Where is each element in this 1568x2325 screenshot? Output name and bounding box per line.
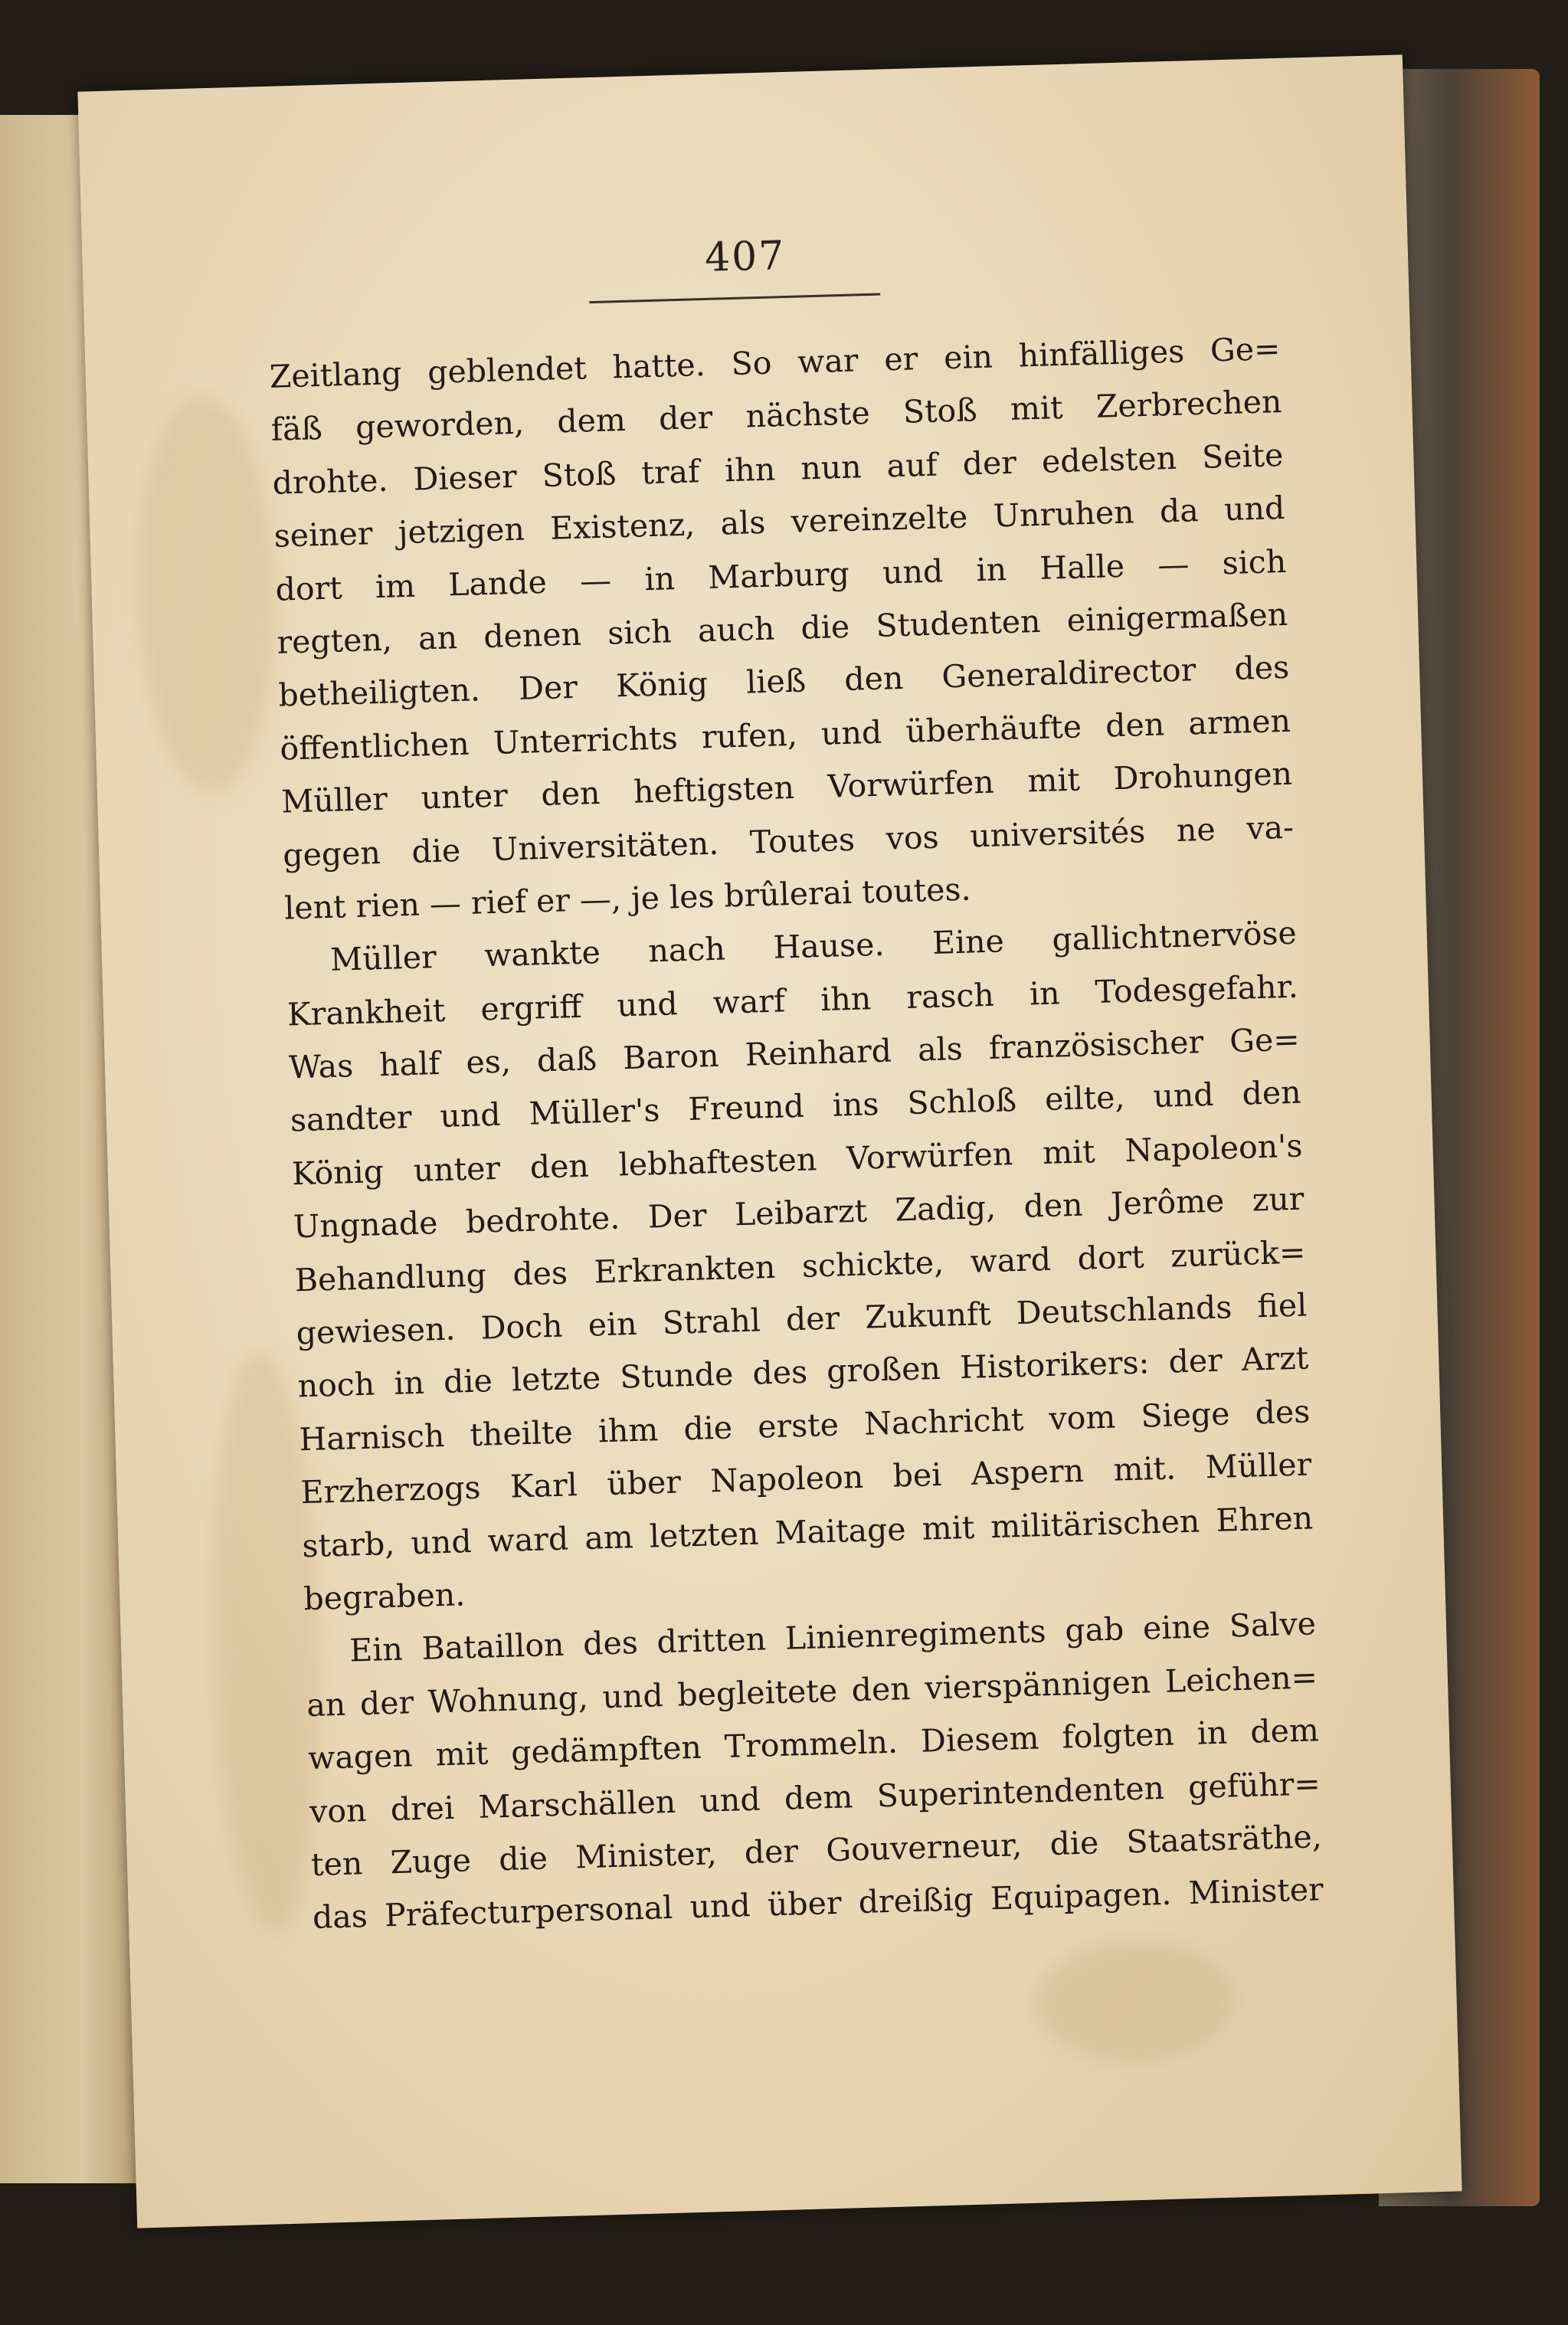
text-line: sandter und Müller's Freund ins Schloß eilte, und den xyxy=(290,1074,1302,1139)
page-stain xyxy=(1033,1937,1236,2065)
text-line: lent rien — rief er —, je les brûlerai toutes. xyxy=(283,870,972,927)
text-line: von drei Marschällen und dem Superintendenten geführ= xyxy=(309,1764,1321,1830)
text-line: fäß geworden, dem der nächste Stoß mit Zerbrechen xyxy=(270,383,1282,449)
page-number: 407 xyxy=(704,232,787,281)
text-line: Harnisch theilte ihm die erste Nachricht vom Siege des xyxy=(298,1393,1311,1459)
text-line: Erzherzogs Karl über Napoleon bei Aspern mit. Müller xyxy=(300,1446,1312,1511)
body-text xyxy=(269,323,1324,1945)
text-line: starb, und ward am letzten Maitage mit militärischen Ehren xyxy=(301,1498,1314,1564)
text-line: Müller wankte nach Hause. Eine gallichtnervöse xyxy=(329,914,1298,979)
header-rule xyxy=(589,293,880,304)
text-line: Müller unter den heftigsten Vorwürfen mit Drohungen xyxy=(280,755,1293,820)
text-line: das Präfecturpersonal und über dreißig Equipagen. Minister xyxy=(312,1871,1324,1937)
text-line: noch in die letzte Stunde des großen Historikers: der Arzt xyxy=(297,1339,1309,1405)
text-line: wagen mit gedämpften Trommeln. Diesem folgten in dem xyxy=(307,1711,1320,1777)
text-line: öffentlichen Unterrichts rufen, und überhäufte den armen xyxy=(279,702,1291,768)
text-line: Krankheit ergriff und warf ihn rasch in Todesgefahr. xyxy=(286,968,1299,1033)
text-line: Ein Bataillon des dritten Linienregiments gab eine Salve xyxy=(349,1605,1317,1669)
text-line: begraben. xyxy=(303,1576,466,1618)
page-stain xyxy=(133,393,281,795)
text-line: betheiligten. Der König ließ den Generaldirector des xyxy=(277,649,1290,715)
text-line: seiner jetzigen Existenz, als vereinzelte Unruhen da und xyxy=(273,490,1285,555)
text-line: Zeitlang geblendet hatte. So war er ein hinfälliges Ge= xyxy=(269,329,1282,395)
text-line: gegen die Universitäten. Toutes vos universités ne va- xyxy=(282,808,1295,874)
text-line: Was half es, daß Baron Reinhard als französischer Ge= xyxy=(288,1020,1301,1086)
text-line: regten, an denen sich auch die Studenten einigermaßen xyxy=(276,595,1288,661)
text-line: ten Zuge die Minister, der Gouverneur, die Staatsräthe, xyxy=(310,1818,1323,1884)
text-line: drohte. Dieser Stoß traf ihn nun auf der edelsten Seite xyxy=(272,436,1284,502)
book-page xyxy=(77,54,1462,2228)
text-line: an der Wohnung, und begleitete den vierspännigen Leichen= xyxy=(306,1659,1318,1724)
text-line: Behandlung des Erkrankten schickte, ward dort zurück= xyxy=(294,1233,1306,1299)
text-line: Ungnade bedrohte. Der Leibarzt Zadig, den Jerôme zur xyxy=(293,1180,1305,1246)
text-line: dort im Lande — in Marburg und in Halle — sich xyxy=(274,542,1287,608)
text-line: König unter den lebhaftesten Vorwürfen mit Napoleon's xyxy=(291,1127,1304,1193)
text-line: gewiesen. Doch ein Strahl der Zukunft Deutschlands fiel xyxy=(296,1286,1308,1352)
